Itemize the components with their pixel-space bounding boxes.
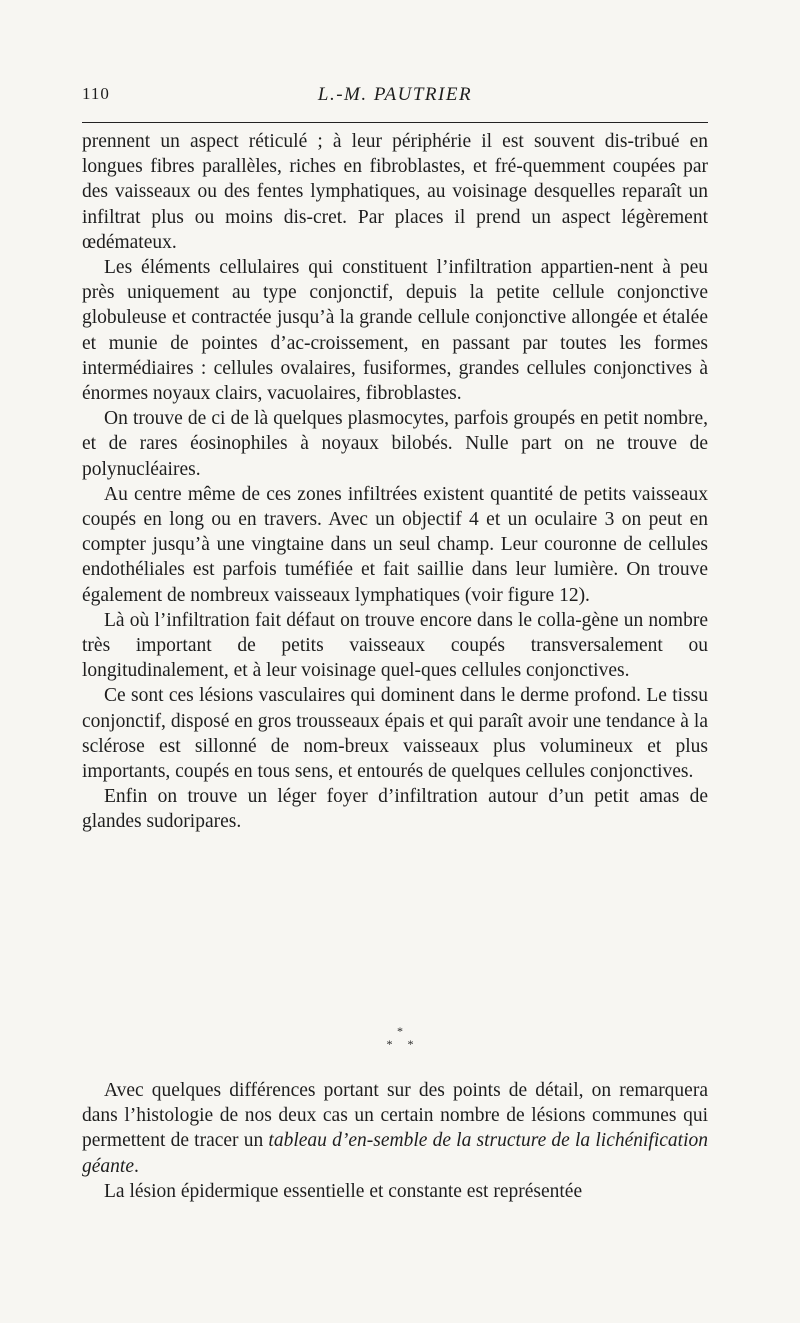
body-text [82,129,708,835]
header-rule [82,122,708,123]
paragraph: Ce sont ces lésions vasculaires qui dominent dans le derme profond. Le tissu conjonctif, disposé en gros trousseaux épais et qui paraît avoir une tendance à la sclérose est sillonné de nom-breux vaisseaux plus volumineux et plus importants, coupés en tous sens, et entourés de quelques cellules conjonctives. [82,685,708,783]
paragraph: La lésion épidermique essentielle et constante est représentée [104,1180,583,1202]
paragraph: On trouve de ci de là quelques plasmocytes, parfois groupés en petit nombre, et de rares éosinophiles à noyaux bilobés. Nulle part on ne trouve de polynucléaires. [82,408,708,480]
paragraph-end: . [133,1155,139,1177]
body-text-section-2 [82,1078,708,1204]
section-asterism [0,1025,800,1065]
page-number: 110 [82,84,110,103]
paragraph: Enfin on trouve un léger foyer d’infiltration autour d’un petit amas de glandes sudoripares. [82,786,708,833]
page-header [82,84,708,114]
asterism-top: * [397,1024,403,1038]
italic-phrase: tableau d’en-semble de la structure de la lichénification géante [82,1130,708,1177]
paragraph: Les éléments cellulaires qui constituent l’infiltration appartien-nent à peu près uniquement au type conjonctif, depuis la petite cellule conjonctive globuleuse et contractée jusqu’à la grande cellule conjonctive allongée et étalée et munie de pointes d’ac-croissement, en passant par toutes les formes intermédiaires : cellules ovalaires, fusiformes, grandes cellules conjonctives à énormes noyaux clairs, vacuolaires, fibroblastes. [82,257,708,405]
asterism-bottom: * * [386,1037,420,1051]
paragraph: prennent un aspect réticulé ; à leur périphérie il est souvent dis-tribué en longues fibres parallèles, riches en fibroblastes, et fré-quemment coupées par des vaisseaux ou des fentes lymphatiques, au voisinage desquelles reparaît un infiltrat plus ou moins dis-cret. Par places il prend un aspect légèrement œdémateux. [82,131,708,253]
paragraph [82,1078,708,1179]
running-title: L.-M. PAUTRIER [317,84,473,105]
paragraph: Au centre même de ces zones infiltrées existent quantité de petits vaisseaux coupés en long ou en travers. Avec un objectif 4 et un oculaire 3 on peut en compter jusqu’à une vingtaine dans un seul champ. Leur couronne de cellules endothéliales est parfois tuméfiée et fait saillie dans leur lumière. On trouve également de nombreux vaisseaux lymphatiques (voir figure 12). [82,483,708,606]
paragraph: Là où l’infiltration fait défaut on trouve encore dans le colla-gène un nombre très important de petits vaisseaux coupés transversalement ou longitudinalement, et à leur voisinage quel-ques cellules conjonctives. [82,609,708,682]
paragraph-text: Avec quelques différences portant sur des points de détail, on remarquera dans l’histologie de nos deux cas un certain nombre de lésions communes qui permettent de tracer un [82,1080,708,1152]
